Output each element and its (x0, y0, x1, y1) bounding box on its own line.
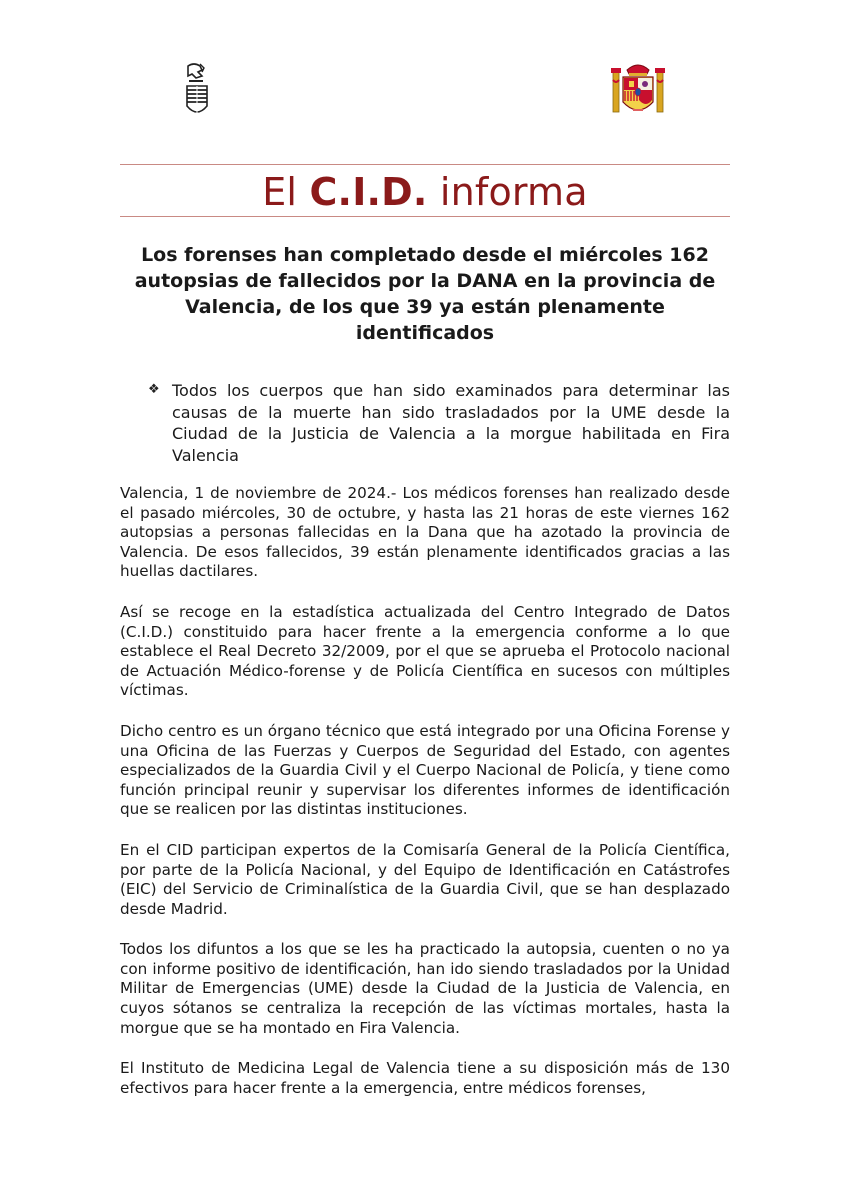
masthead-bottom-rule (120, 216, 730, 217)
body-paragraph: El Instituto de Medicina Legal de Valencia tiene a su disposición más de 130 efectivos para hacer frente a la emergencia, entre médicos forenses, (120, 1059, 730, 1097)
summary-bullet-text: Todos los cuerpos que han sido examinados para determinar las causas de la muerte han sido trasladados por la UME desde la Ciudad de la Justicia de Valencia a la morgue habilitada en Fira Valencia (172, 381, 730, 465)
generalitat-valenciana-logo-icon (180, 62, 216, 122)
body-paragraph: Todos los difuntos a los que se les ha practicado la autopsia, cuenten o no ya con informe positivo de identificación, han ido siendo trasladados por la Unidad Militar de Emergencias (UME) desde la Ciudad de la Justicia de Valencia, en cuyos sótanos se centraliza la recepción de las víctimas mortales, hasta la morgue que se ha montado en Fira Valencia. (120, 940, 730, 1037)
masthead-prefix: El (262, 170, 298, 214)
masthead-top-rule (120, 164, 730, 165)
masthead-suffix: informa (439, 170, 588, 214)
press-release-headline: Los forenses han completado desde el miércoles 162 autopsias de fallecidos por la DANA en la provincia de Valencia, de los que 39 ya están plenamente identificados (134, 244, 716, 344)
body-paragraph: Así se recoge en la estadística actualizada del Centro Integrado de Datos (C.I.D.) constituido para hacer frente a la emergencia conforme a lo que establece el Real Decreto 32/2009, por el que se aprueba el Protocolo nacional de Actuación Médico-forense y de Policía Científica en sucesos con múltiples víctimas. (120, 602, 730, 700)
masthead-title (120, 168, 730, 216)
body-paragraph: Dicho centro es un órgano técnico que está integrado por una Oficina Forense y una Oficina de las Fuerzas y Cuerpos de Seguridad del Estado, con agentes especializados de la Guardia Civil y el Cuerpo Nacional de Policía, y tiene como función principal reunir y supervisar los diferentes informes de identificación que se realicen por las distintas instituciones. (120, 721, 730, 819)
body-paragraph: En el CID participan expertos de la Comisaría General de la Policía Científica, por parte de la Policía Nacional, y del Equipo de Identificación en Catástrofes (EIC) del Servicio de Criminalística de la Guardia Civil, que se han desplazado desde Madrid. (120, 840, 730, 918)
body-paragraph: Valencia, 1 de noviembre de 2024.- Los médicos forenses han realizado desde el pasado miércoles, 30 de octubre, y hasta las 21 horas de este viernes 162 autopsias a personas fallecidas en la Dana que ha azotado la provincia de Valencia. De esos fallecidos, 39 están plenamente identificados gracias a las huellas dactilares. (120, 484, 730, 581)
masthead-bold: C.I.D. (309, 170, 428, 214)
diamond-bullet-icon: ❖ (148, 382, 160, 397)
spain-coat-of-arms-icon (611, 60, 665, 122)
press-release-body (120, 484, 730, 1119)
